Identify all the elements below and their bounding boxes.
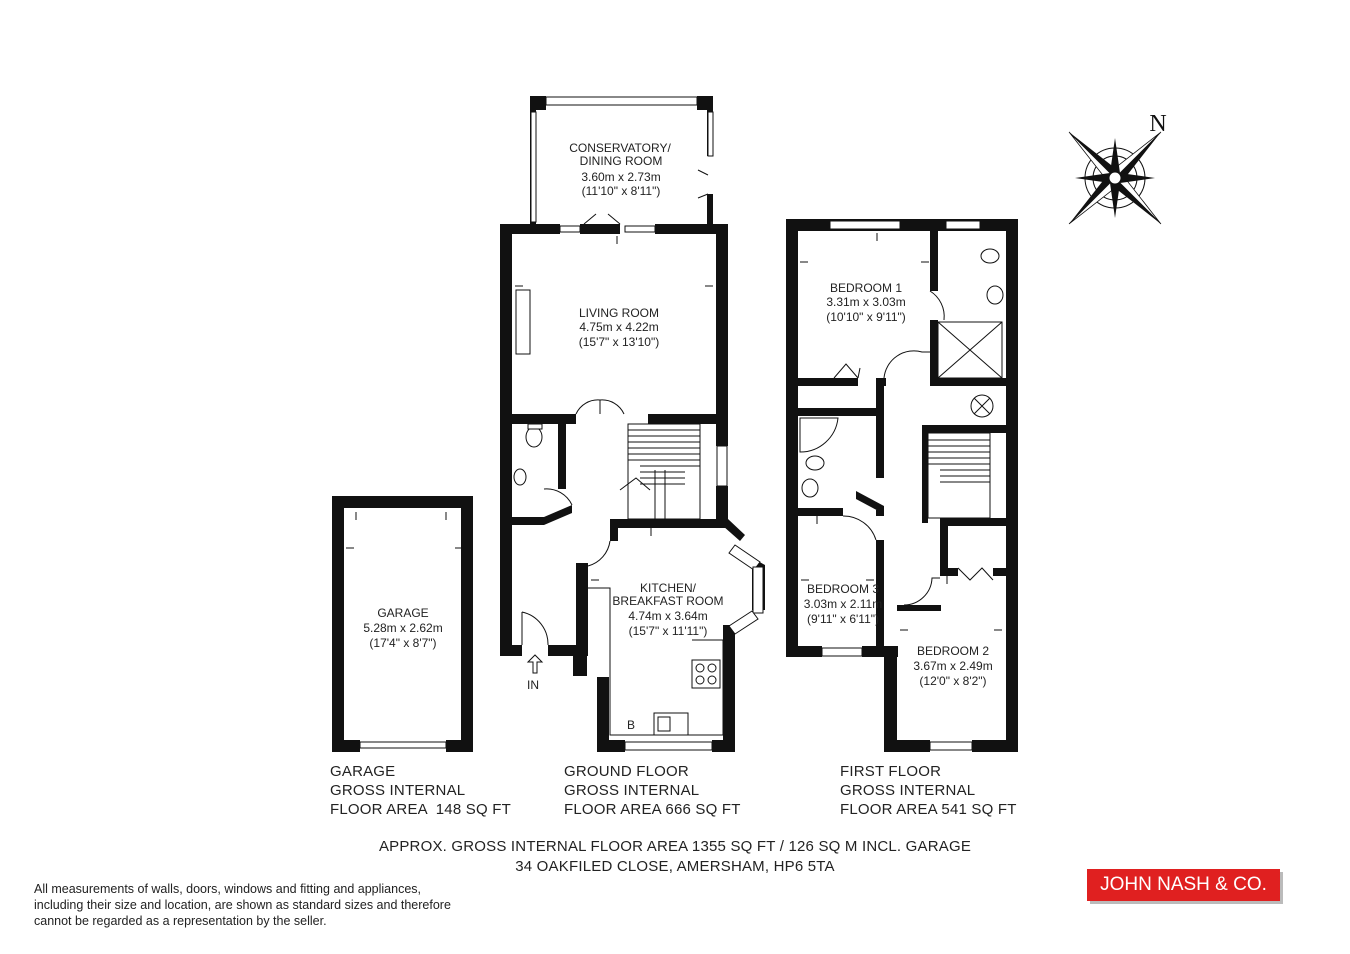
first-wall-right: [1006, 219, 1018, 752]
ground-floor-area: [564, 762, 741, 819]
bed2-wardrobe-doors: [958, 568, 993, 580]
ground-stairs-treads: [628, 430, 700, 484]
living-wall-bottom-right: [648, 414, 728, 424]
conservatory-window-top: [546, 97, 697, 105]
garage-wall-left: [332, 496, 344, 752]
measurement-disclaimer: [34, 881, 494, 929]
living-window-stub-right: [625, 226, 655, 232]
hob-ring-3: [696, 676, 704, 684]
hob-ring-2: [708, 664, 716, 672]
bed3-markers: [801, 516, 874, 580]
stairs-wall-bottom: [940, 518, 1006, 526]
bedroom-3-imperial: (9'11" x 6'11"): [806, 612, 880, 626]
kitchen-corner: [576, 563, 586, 573]
bed2-wall-top-right: [993, 568, 1006, 576]
boiler-label: B: [626, 718, 636, 732]
bedroom-3-metric: 3.03m x 2.11m: [803, 597, 883, 611]
garage-door-opening: [360, 742, 446, 748]
disclaimer-line-1: All measurements of walls, doors, windows and fitting and appliances,: [34, 882, 422, 896]
garage-wall-bottom-right: [446, 740, 473, 752]
living-wall-bottom-left: [512, 414, 576, 424]
conservatory-corner-right: [697, 96, 713, 110]
wc-wall-angle: [544, 505, 572, 525]
first-wall-left: [786, 219, 798, 657]
total-area-summary: APPROX. GROSS INTERNAL FLOOR AREA 1355 SQ FT / 126 SQ M INCL. GARAGE: [378, 838, 972, 855]
conservatory-corner-left: [530, 96, 546, 110]
garage-wall-top: [332, 496, 473, 508]
bath-shower: [800, 418, 838, 452]
agent-logo-text: JOHN NASH & CO.: [1100, 874, 1267, 895]
bath-wall-top: [798, 408, 876, 416]
conservatory-wall-right-lower: [707, 194, 713, 224]
bedroom-3-name: BEDROOM 3: [806, 582, 880, 596]
bed2-wall-top-left: [940, 518, 948, 574]
living-room-name: LIVING ROOM: [578, 306, 660, 320]
ensuite-wall-left-lower: [930, 320, 938, 382]
bath-door-swing: [843, 516, 876, 540]
wc-toilet: [526, 427, 542, 447]
kitchen-wall-right: [723, 625, 735, 752]
kitchen-door-swing: [588, 541, 610, 566]
bed2-wall-bottom-left: [884, 740, 930, 752]
bath-toilet: [806, 456, 824, 470]
bed3-wall-bottom-left: [786, 646, 822, 657]
bed1-markers: [800, 233, 929, 262]
kitchen-hob: [692, 660, 720, 688]
kitchen-name-2: BREAKFAST ROOM: [612, 594, 724, 608]
wc-wall-bottom: [512, 517, 544, 525]
conservatory-window-right: [708, 112, 713, 156]
living-fireplace: [516, 290, 530, 354]
disclaimer-line-3: cannot be regarded as a representation by the seller.: [34, 914, 327, 928]
bedroom-1-imperial: (10'10" x 9'11"): [826, 310, 906, 324]
kitchen-window: [625, 742, 712, 750]
wc-wall-right: [558, 424, 566, 489]
living-markers: [515, 236, 713, 286]
stairs-window: [717, 446, 727, 486]
bath-wall-bottom: [798, 508, 843, 516]
ground-area-line-3: FLOOR AREA 666 SQ FT: [564, 801, 741, 818]
living-window-stub-left: [560, 226, 580, 232]
ground-area-line-2: GROSS INTERNAL: [564, 782, 700, 799]
property-address: 34 OAKFILED CLOSE, AMERSHAM, HP6 5TA: [515, 858, 835, 875]
ensuite-toilet: [981, 249, 999, 263]
kitchen-wall-left-upper: [576, 563, 588, 656]
living-double-doors: [576, 400, 624, 414]
entrance-label: IN: [527, 678, 539, 692]
conservatory-window-left: [531, 112, 536, 222]
bed1-door-swing: [884, 351, 930, 378]
garage-wall-right: [461, 496, 473, 752]
ground-stairs-flight: [655, 470, 665, 519]
conservatory-name-1: CONSERVATORY/: [569, 141, 671, 155]
garage-area-line-2: GROSS INTERNAL: [330, 782, 466, 799]
first-area-line-3: FLOOR AREA 541 SQ FT: [840, 801, 1017, 818]
bay-window-upper: [729, 545, 760, 570]
garage-wall-bottom-left: [332, 740, 360, 752]
bath-wall-join: [876, 510, 884, 516]
ensuite-door-swing: [930, 291, 944, 320]
wc-basin: [514, 469, 526, 485]
ground-wall-left: [500, 224, 512, 656]
bed3-window: [822, 648, 862, 656]
kitchen-wall-bottom-left: [597, 740, 625, 752]
hob-ring-1: [696, 664, 704, 672]
first-area-line-2: GROSS INTERNAL: [840, 782, 976, 799]
ground-wall-top-left: [500, 224, 560, 234]
kitchen-markers: [591, 528, 651, 580]
stairs-wall-left: [922, 433, 928, 523]
kitchen-metric: 4.74m x 3.64m: [628, 609, 708, 623]
living-room-imperial: (15'7" x 13'10"): [578, 335, 660, 349]
bed3-door-swing: [904, 578, 940, 605]
bed2-landing-wall: [897, 605, 941, 611]
north-compass-icon: [1023, 86, 1207, 270]
airing-wall-bottom: [922, 425, 1006, 433]
ground-area-line-1: GROUND FLOOR: [564, 763, 689, 780]
north-label: N: [1149, 111, 1167, 137]
hob-ring-4: [708, 676, 716, 684]
garage-floor-area: [330, 762, 511, 819]
conservatory-metric: 3.60m x 2.73m: [581, 170, 661, 184]
garage-area-line-3: FLOOR AREA 148 SQ FT: [330, 801, 511, 818]
conservatory-side-door: [698, 170, 708, 198]
bay-wall-upper: [723, 519, 745, 541]
garage-metric: 5.28m x 2.62m: [363, 621, 443, 635]
kitchen-wall-top-stub: [610, 519, 618, 541]
wc-cistern: [528, 424, 542, 429]
garage-markers: [346, 512, 463, 548]
kitchen-imperial: (15'7" x 11'11"): [628, 624, 708, 638]
entrance-arrow-icon: [528, 655, 542, 673]
garage-name: GARAGE: [377, 606, 429, 620]
bedroom-2-metric: 3.67m x 2.49m: [913, 659, 993, 673]
first-wall-top: [786, 219, 1018, 231]
ensuite-wall-bottom: [930, 378, 1006, 386]
kitchen-pillar: [573, 656, 587, 676]
kitchen-name-1: KITCHEN/: [639, 581, 697, 595]
conservatory-imperial: (11'10" x 8'11"): [581, 184, 661, 198]
kitchen-sink-bowl: [658, 717, 670, 731]
living-room-metric: 4.75m x 4.22m: [579, 320, 659, 334]
bedroom-1-name: BEDROOM 1: [829, 281, 903, 295]
bed1-wardrobe-doors: [834, 364, 860, 378]
garage-imperial: (17'4" x 8'7"): [369, 636, 437, 650]
bay-window-lower: [729, 611, 758, 634]
first-area-line-1: FIRST FLOOR: [840, 763, 942, 780]
ensuite-basin: [987, 286, 1003, 304]
agent-logo: [1087, 869, 1280, 901]
disclaimer-line-2: including their size and location, are shown as standard sizes and therefore: [34, 898, 451, 912]
bedroom-2-name: BEDROOM 2: [916, 644, 990, 658]
ground-wall-right-upper: [716, 224, 728, 446]
bed2-window: [930, 742, 972, 750]
ensuite-window: [946, 221, 980, 229]
wc-door-swing: [544, 489, 572, 505]
conservatory-name-2: DINING ROOM: [579, 154, 663, 168]
ground-wall-front-right: [548, 645, 578, 656]
bed1-window: [830, 221, 900, 229]
landing-wall-left: [876, 378, 884, 478]
garage-area-line-1: GARAGE: [330, 763, 396, 780]
bed2-wall-left: [884, 646, 897, 752]
bed2-wall-top: [940, 568, 958, 576]
first-floor-area: [840, 762, 1017, 819]
ensuite-wall-left: [930, 231, 938, 291]
bedroom-1-metric: 3.31m x 3.03m: [826, 295, 906, 309]
first-stairs-treads: [928, 440, 990, 482]
front-door-swing: [522, 612, 548, 645]
ground-wall-front-left: [500, 645, 522, 656]
bedroom-2-imperial: (12'0" x 8'2"): [919, 674, 987, 688]
bed1-wall-bottom-left: [798, 378, 858, 386]
bath-basin: [802, 479, 818, 497]
bed2-wall-bottom-right: [972, 740, 1018, 752]
bay-window-side: [753, 567, 763, 613]
kitchen-wall-top: [610, 519, 728, 528]
dimension-markers: [346, 233, 1002, 630]
